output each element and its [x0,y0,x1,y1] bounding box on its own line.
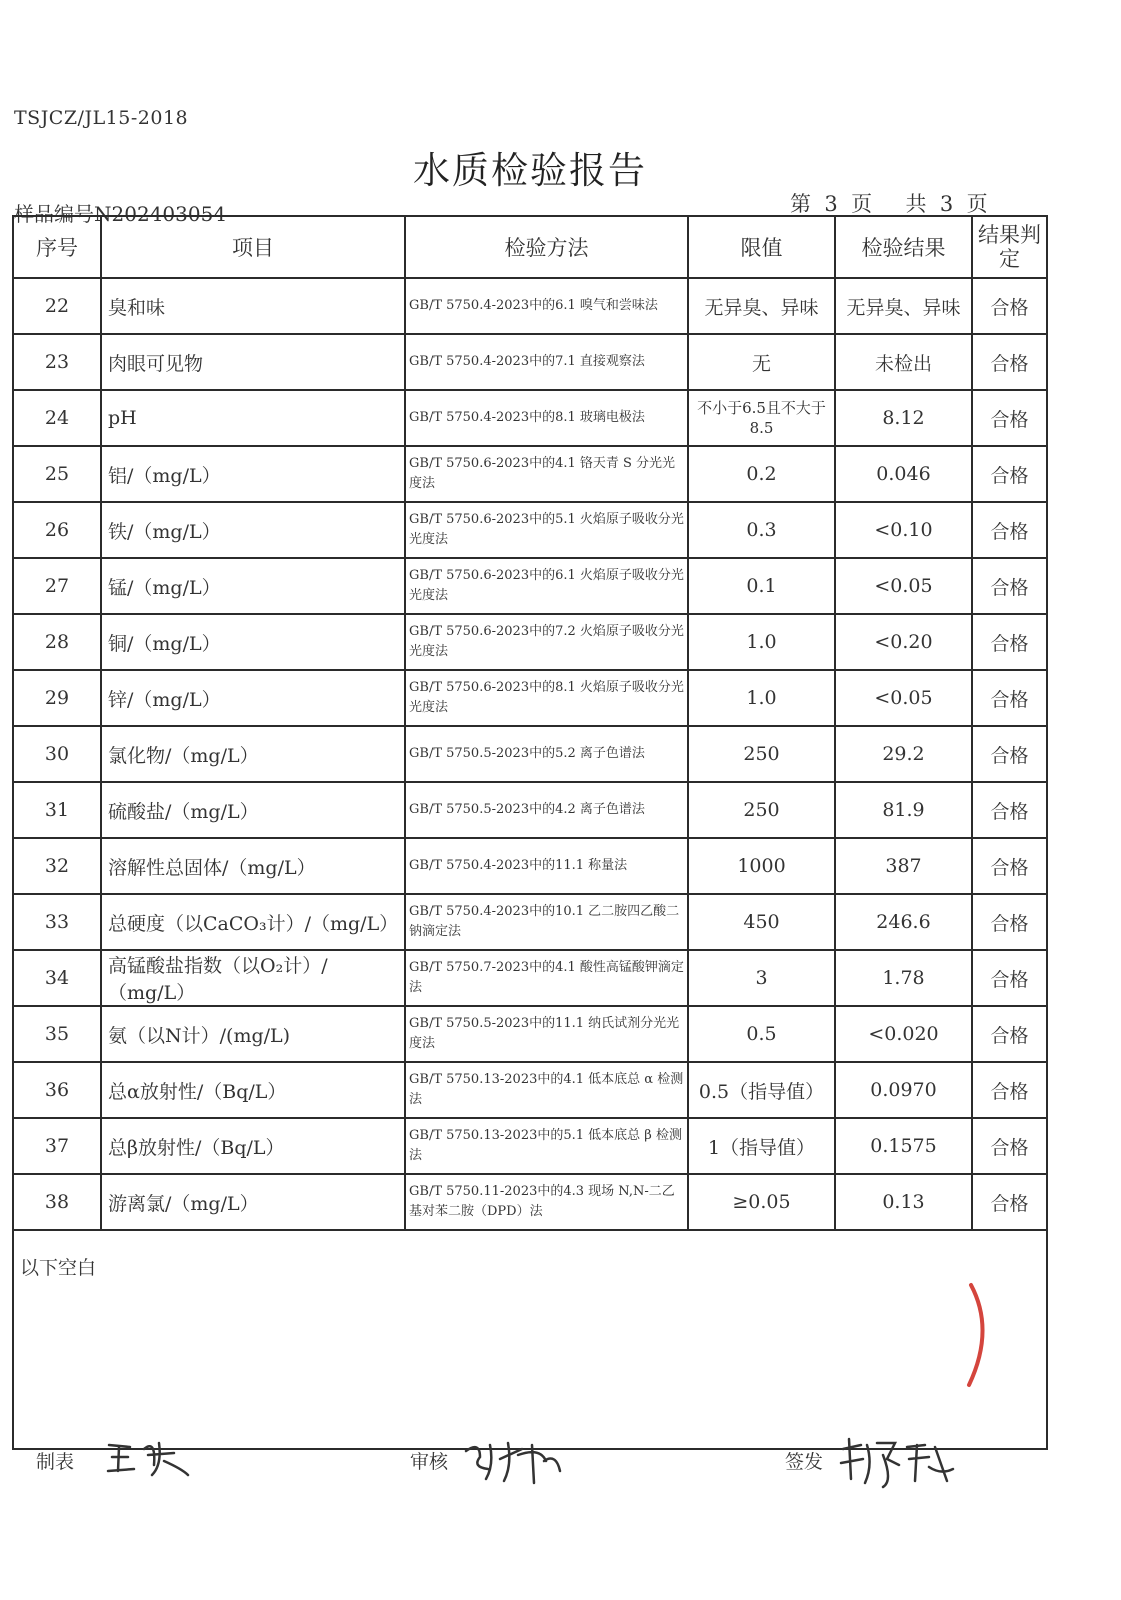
table-row [13,334,1047,390]
table-row [13,670,1047,726]
reviewed-by [410,1447,448,1474]
review-label: 审核 [410,1451,449,1473]
row-item: 铝/（mg/L） [101,446,405,502]
row-limit: 250 [688,782,835,838]
row-item: 铜/（mg/L） [101,614,405,670]
row-limit: 0.1 [688,558,835,614]
row-item: 总β放射性/（Bq/L） [101,1118,405,1174]
row-number: 28 [13,614,101,670]
row-method: GB/T 5750.5-2023中的5.2 离子色谱法 [405,726,688,782]
row-limit: 1.0 [688,670,835,726]
table-row [13,894,1047,950]
page-total: 3 [939,192,954,216]
row-limit: 0.2 [688,446,835,502]
page-prefix: 第 [790,192,811,216]
row-result: 81.9 [835,782,972,838]
row-number: 27 [13,558,101,614]
table-row [13,614,1047,670]
row-result: 246.6 [835,894,972,950]
row-item: 肉眼可见物 [101,334,405,390]
sample-label: 样品编号 [14,202,94,226]
row-judgement: 合格 [972,278,1047,334]
row-limit: 0.3 [688,502,835,558]
row-item: 高锰酸盐指数（以O₂计）/（mg/L） [101,950,405,1006]
row-result: 8.12 [835,390,972,446]
table-row [13,446,1047,502]
row-judgement: 合格 [972,558,1047,614]
row-result: <0.05 [835,670,972,726]
row-result: <0.10 [835,502,972,558]
row-method: GB/T 5750.6-2023中的5.1 火焰原子吸收分光光度法 [405,502,688,558]
issued-by [785,1447,823,1474]
row-judgement: 合格 [972,390,1047,446]
row-method: GB/T 5750.4-2023中的10.1 乙二胺四乙酸二钠滴定法 [405,894,688,950]
table-row [13,1174,1047,1230]
row-limit: 1000 [688,838,835,894]
col-header-item: 项目 [101,216,405,278]
row-limit: 0.5（指导值） [688,1062,835,1118]
table-header-row [13,216,1047,278]
row-number: 37 [13,1118,101,1174]
row-limit: 0.5 [688,1006,835,1062]
row-number: 36 [13,1062,101,1118]
row-limit: ≥0.05 [688,1174,835,1230]
row-limit: 无 [688,334,835,390]
row-result: <0.020 [835,1006,972,1062]
row-method: GB/T 5750.5-2023中的11.1 纳氏试剂分光光度法 [405,1006,688,1062]
row-result: 0.13 [835,1174,972,1230]
row-item: 铁/（mg/L） [101,502,405,558]
row-number: 24 [13,390,101,446]
row-judgement: 合格 [972,894,1047,950]
row-result: 0.046 [835,446,972,502]
table-row [13,1118,1047,1174]
row-judgement: 合格 [972,614,1047,670]
row-result: 29.2 [835,726,972,782]
col-header-no: 序号 [13,216,101,278]
row-number: 25 [13,446,101,502]
row-result: 无异臭、异味 [835,278,972,334]
row-method: GB/T 5750.5-2023中的4.2 离子色谱法 [405,782,688,838]
review-signature [460,1435,570,1487]
blank-row [13,1230,1047,1449]
row-judgement: 合格 [972,1062,1047,1118]
row-method: GB/T 5750.6-2023中的7.2 火焰原子吸收分光光度法 [405,614,688,670]
page-total-suffix: 页 [966,192,988,216]
table-row [13,782,1047,838]
row-number: 33 [13,894,101,950]
row-number: 22 [13,278,101,334]
stamp-arc-mark [955,1280,995,1390]
col-header-result: 检验结果 [835,216,972,278]
row-limit: 250 [688,726,835,782]
row-method: GB/T 5750.4-2023中的6.1 嗅气和尝味法 [405,278,688,334]
sample-value: N202403054 [94,202,227,226]
row-number: 29 [13,670,101,726]
page-current: 3 [824,192,838,216]
table-row [13,726,1047,782]
row-judgement: 合格 [972,782,1047,838]
row-number: 35 [13,1006,101,1062]
row-result: 0.0970 [835,1062,972,1118]
row-number: 23 [13,334,101,390]
row-method: GB/T 5750.4-2023中的11.1 称量法 [405,838,688,894]
results-table [12,215,1048,1450]
row-result: 1.78 [835,950,972,1006]
prepared-by [36,1447,74,1474]
col-header-limit: 限值 [688,216,835,278]
table-row [13,558,1047,614]
row-result: <0.20 [835,614,972,670]
table-row [13,390,1047,446]
row-method: GB/T 5750.11-2023中的4.3 现场 N,N-二乙基对苯二胺（DPD）法 [405,1174,688,1230]
row-limit: 不小于6.5且不大于8.5 [688,390,835,446]
prepared-label: 制表 [36,1451,75,1473]
row-limit: 450 [688,894,835,950]
row-method: GB/T 5750.13-2023中的4.1 低本底总 α 检测法 [405,1062,688,1118]
table-row [13,502,1047,558]
row-number: 31 [13,782,101,838]
issue-signature [837,1435,957,1491]
row-judgement: 合格 [972,1006,1047,1062]
table-row [13,950,1047,1006]
row-number: 38 [13,1174,101,1230]
issue-label: 签发 [785,1451,824,1473]
row-method: GB/T 5750.7-2023中的4.1 酸性高锰酸钾滴定法 [405,950,688,1006]
row-item: 溶解性总固体/（mg/L） [101,838,405,894]
table-row [13,1062,1047,1118]
row-judgement: 合格 [972,502,1047,558]
row-item: 游离氯/（mg/L） [101,1174,405,1230]
col-header-method: 检验方法 [405,216,688,278]
row-judgement: 合格 [972,1174,1047,1230]
row-judgement: 合格 [972,334,1047,390]
row-judgement: 合格 [972,838,1047,894]
row-number: 32 [13,838,101,894]
prepared-signature [104,1435,194,1479]
table-row [13,838,1047,894]
row-method: GB/T 5750.6-2023中的6.1 火焰原子吸收分光光度法 [405,558,688,614]
row-method: GB/T 5750.4-2023中的8.1 玻璃电极法 [405,390,688,446]
row-item: 氨（以N计）/(mg/L) [101,1006,405,1062]
row-item: 锌/（mg/L） [101,670,405,726]
row-number: 26 [13,502,101,558]
row-judgement: 合格 [972,446,1047,502]
row-limit: 3 [688,950,835,1006]
page-total-prefix: 共 [905,192,927,216]
col-header-judge: 结果判定 [972,216,1047,278]
row-method: GB/T 5750.13-2023中的5.1 低本底总 β 检测法 [405,1118,688,1174]
row-method: GB/T 5750.4-2023中的7.1 直接观察法 [405,334,688,390]
row-result: <0.05 [835,558,972,614]
row-number: 34 [13,950,101,1006]
row-judgement: 合格 [972,670,1047,726]
table-row [13,1006,1047,1062]
row-item: pH [101,390,405,446]
row-judgement: 合格 [972,1118,1047,1174]
row-number: 30 [13,726,101,782]
row-method: GB/T 5750.6-2023中的4.1 铬天青 S 分光光度法 [405,446,688,502]
row-item: 总α放射性/（Bq/L） [101,1062,405,1118]
row-result: 387 [835,838,972,894]
table-row [13,278,1047,334]
row-item: 总硬度（以CaCO₃计）/（mg/L） [101,894,405,950]
page-indicator [790,188,988,218]
row-judgement: 合格 [972,726,1047,782]
row-limit: 1.0 [688,614,835,670]
row-limit: 无异臭、异味 [688,278,835,334]
row-item: 氯化物/（mg/L） [101,726,405,782]
row-result: 未检出 [835,334,972,390]
row-limit: 1（指导值） [688,1118,835,1174]
row-method: GB/T 5750.6-2023中的8.1 火焰原子吸收分光光度法 [405,670,688,726]
blank-note: 以下空白 [13,1230,1047,1449]
document-code: TSJCZ/JL15-2018 [14,107,189,129]
row-judgement: 合格 [972,950,1047,1006]
row-result: 0.1575 [835,1118,972,1174]
row-item: 臭和味 [101,278,405,334]
report-title: 水质检验报告 [413,149,647,192]
row-item: 硫酸盐/（mg/L） [101,782,405,838]
row-item: 锰/（mg/L） [101,558,405,614]
page-suffix: 页 [851,192,873,216]
